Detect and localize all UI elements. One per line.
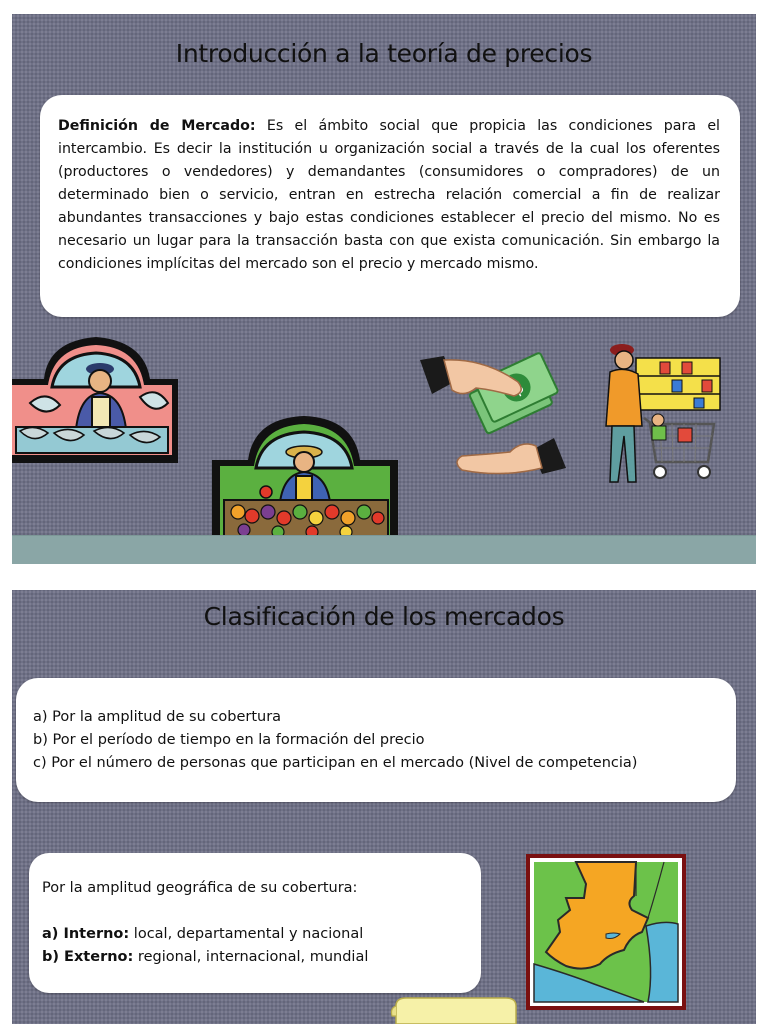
slide-classification bbox=[12, 590, 756, 1024]
slide-intro bbox=[12, 14, 756, 564]
definition-card bbox=[40, 95, 740, 317]
coverage-text: regional, internacional, mundial bbox=[137, 949, 369, 965]
slide-title: Introducción a la teoría de precios bbox=[175, 39, 593, 68]
definition-paragraph bbox=[58, 115, 720, 276]
slide-floor bbox=[12, 535, 756, 564]
coverage-label: b) Externo: bbox=[42, 949, 134, 965]
fruit-vendor-clipart bbox=[208, 412, 402, 554]
classification-card bbox=[16, 678, 736, 802]
coverage-content bbox=[42, 877, 368, 969]
coverage-heading: Por la amplitud geográfica de su cobertura: bbox=[42, 880, 358, 896]
coverage-item-externo bbox=[42, 946, 368, 969]
slide-title: Clasificación de los mercados bbox=[203, 602, 565, 631]
list-item: c) Por el número de personas que participan en el mercado (Nivel de competencia) bbox=[33, 755, 638, 771]
guatemala-map-clipart bbox=[524, 852, 688, 1012]
coverage-text: local, departamental y nacional bbox=[133, 926, 364, 942]
definition-term: Definición de Mercado: bbox=[58, 118, 256, 134]
list-item: a) Por la amplitud de su cobertura bbox=[33, 709, 282, 725]
fish-vendor-clipart bbox=[12, 327, 182, 467]
scroll-clipart bbox=[386, 994, 526, 1024]
definition-text: Es el ámbito social que propicia las condiciones para el intercambio. Es decir la institución u organización social a través de la cual los oferentes (productores o vendedores) y demandantes (consumidores o compradores) de un determinado bien o servicio, entran en estrecha relación comercial a fin de realizar abundantes transacciones y bajo estas condiciones establecer el precio del mismo. No es necesario un lugar para la transacción basta con que exista comunicación. Sin embargo la condiciones implícitas del mercado son el precio y mercado mismo. bbox=[58, 118, 720, 272]
coverage-label: a) Interno: bbox=[42, 926, 130, 942]
money-exchange-hands-clipart bbox=[414, 342, 570, 498]
classification-list bbox=[33, 706, 637, 775]
list-item: b) Por el período de tiempo en la formación del precio bbox=[33, 732, 425, 748]
coverage-card bbox=[29, 853, 481, 993]
coverage-item-interno bbox=[42, 923, 368, 946]
shopping-cart-shopper-clipart bbox=[598, 340, 726, 496]
